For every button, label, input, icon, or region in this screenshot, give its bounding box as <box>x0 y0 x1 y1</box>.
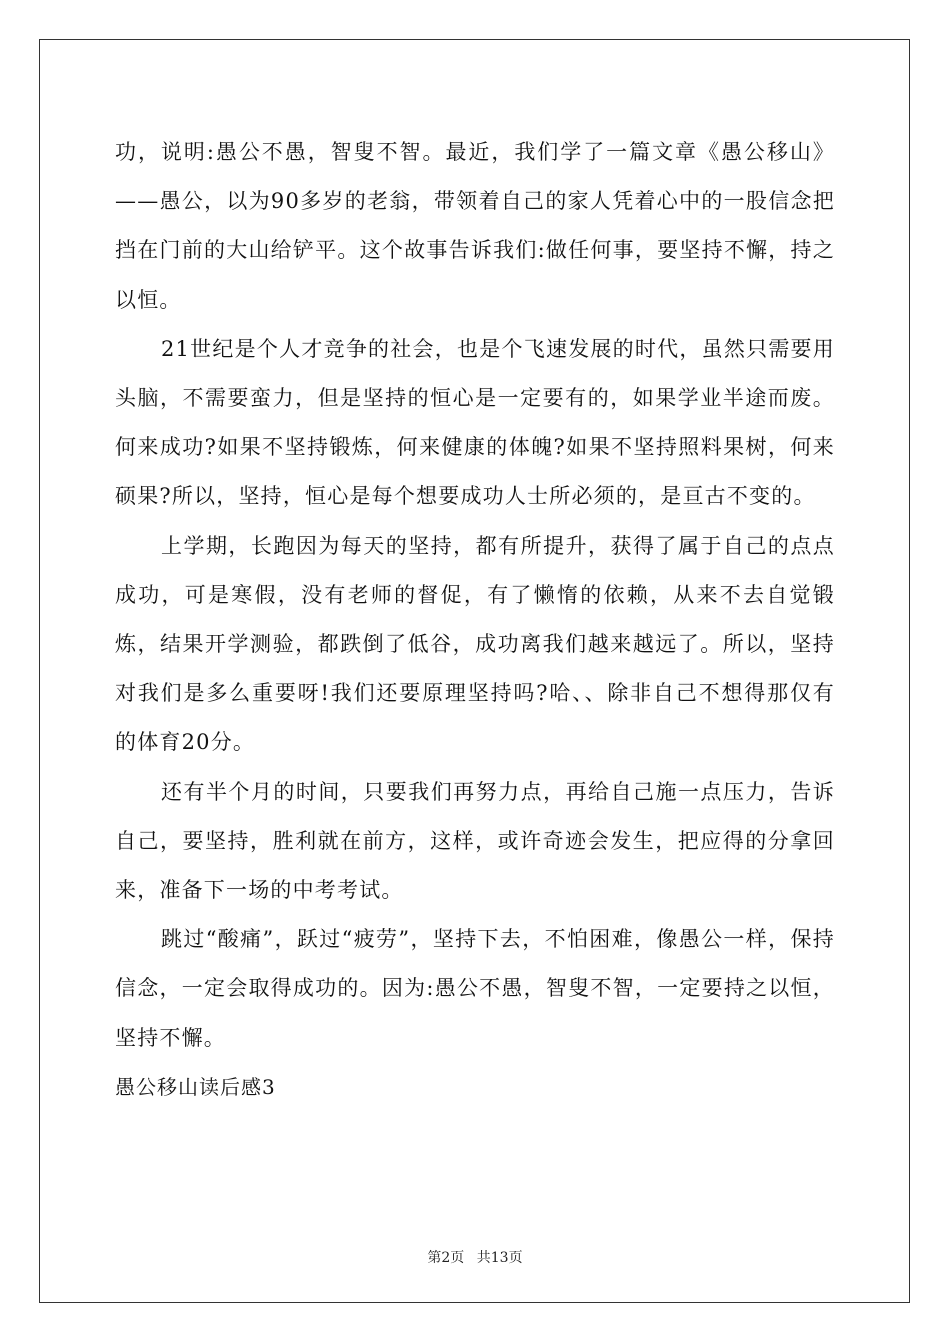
document-body <box>115 128 835 1112</box>
paragraph-5: 跳过“酸痛”，跃过“疲劳”，坚持下去，不怕困难，像愚公一样，保持信念，一定会取得成功的。因为:愚公不愚，智叟不智，一定要持之以恒，坚持不懈。 <box>115 927 835 1050</box>
page-number-total: 共13页 <box>476 1250 523 1266</box>
paragraph-3: 上学期，长跑因为每天的坚持，都有所提升，获得了属于自己的点点成功，可是寒假，没有老师的督促，有了懒惰的依赖，从来不去自觉锻炼，结果开学测验，都跌倒了低谷，成功离我们越来越远了。所以，坚持对我们是多么重要呀!我们还要原理坚持吗?哈、、除非自己不想得那仅有的体育20分。 <box>115 533 835 755</box>
paragraph-2: 21世纪是个人才竞争的社会，也是个飞速发展的时代，虽然只需要用头脑，不需要蛮力，但是坚持的恒心是一定要有的，如果学业半途而废。何来成功?如果不坚持锻炼，何来健康的体魄?如果不坚持照料果树，何来硕果?所以，坚持，恒心是每个想要成功人士所必须的，是亘古不变的。 <box>115 336 835 509</box>
page-number-current: 第2页 <box>427 1250 465 1266</box>
section-heading: 愚公移山读后感3 <box>115 1074 276 1099</box>
page-footer <box>0 1247 950 1267</box>
paragraph-1: 功，说明:愚公不愚，智叟不智。最近，我们学了一篇文章《愚公移山》——愚公，以为90多岁的老翁，带领着自己的家人凭着心中的一股信念把挡在门前的大山给铲平。这个故事告诉我们:做任何事，要坚持不懈，持之以恒。 <box>115 140 835 312</box>
paragraph-4: 还有半个月的时间，只要我们再努力点，再给自己施一点压力，告诉自己，要坚持，胜利就在前方，这样，或许奇迹会发生，把应得的分拿回来，准备下一场的中考考试。 <box>115 779 835 903</box>
